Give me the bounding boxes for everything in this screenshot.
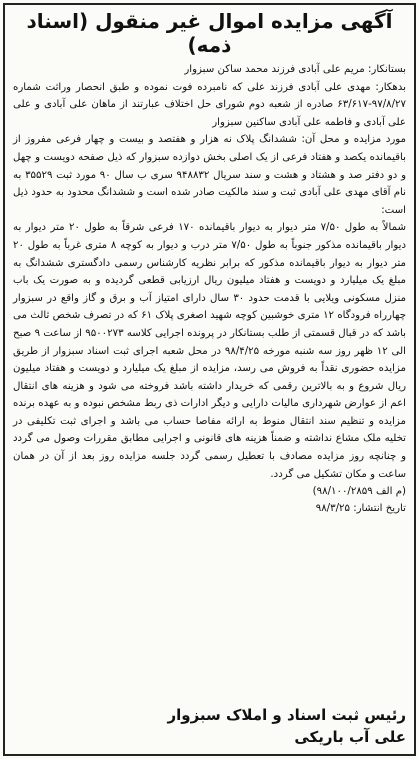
publish-date: تاریخ انتشار: ۹۸/۳/۲۵ bbox=[315, 503, 406, 515]
notice-code: (م الف ۹۸/۱۰۰/۲۸۵۹) bbox=[312, 486, 406, 498]
creditor-paragraph: بستانکار: مریم علی آبادی فرزند محمد ساکن سبزوار bbox=[184, 64, 406, 75]
property-paragraph: مورد مزایده و محل آن: ششدانگ پلاک نه هزار و هفتصد و بیست و چهار فرعی مفروز از باقیمانده یکصد و هفتاد فرعی از یک اصلی بخش دوازده سبزوار که ذیل صفحه دویست و چهل و دو دفتر صد و هشتاد و هشت و سند سریال ۹۴۸۸۳۲ سری ب سال ۹۰ مورد ثبت ۳۵۵۲۹ به نام آقای مهدی علی آبادی ثبت و سند مالکیت صادر شده است و ششدانگ محدود به حدود ذیل است: bbox=[13, 134, 407, 216]
signature-block bbox=[168, 704, 407, 748]
notice-title: آگهی مزایده اموال غیر منقول (اسناد ذمه) bbox=[26, 9, 393, 57]
signature-title: رئیس ثبت اسناد و املاک سبزوار bbox=[167, 706, 406, 724]
notice-body bbox=[5, 5, 414, 517]
boundaries-paragraph: شمالاً به طول ۷/۵۰ متر دیوار به دیوار باقیمانده ۱۷۰ فرعی شرقاً به طول ۲۰ متر دیوار به دیوار باقیمانده مذکور جنوباً به طول ۷/۵۰ متر درب و دیوار به کوچه ۸ متری غرباً به طول ۲۰ متر دیوار به دیوار باقیمانده مذکور که برابر نظریه کارشناس رسمی دادگستری ششدانگ به مبلغ یک میلیارد و دویست و هفتاد میلیون ریال ارزیابی قطعی گردیده و به صورت یک باب منزل مسکونی ویلایی با قدمت حدود ۳۰ سال دارای امتیاز آب و برق و گاز واقع در سبزوار چهارراه فرودگاه ۱۲ متری خوشبین کوچه شهید اصغری پلاک ۶۱ که در تصرف شخص ثالث می باشد که در قبال قسمتی از طلب بستانکار در پرونده اجرایی کلاسه ۹۵۰۰۲۷۳ از ساعت ۹ صبح الی ۱۲ ظهر روز سه شنبه مورخه ۹۸/۴/۲۵ در محل شعبه اجرای ثبت اسناد سبزوار از طریق مزایده حضوری نقداً به فروش می رسد، مزایده از مبلغ یک میلیارد و دویست و هفتاد میلیون ریال شروع و به بالاترین رقمی که خریدار داشته باشد فروخته می شود و هزینه های انتقال اعم از عوارض شهرداری مالیات دارایی و دیگر ادارات ذی ربط مشخص نبوده و به عهده برنده مزایده و تنظیم سند انتقال منوط به ارائه مفاصا حساب می باشد و اجرای ثبت تکلیفی در تخلیه ملک مشاع نداشته و ضمناً هزینه های قانونی و اجرایی مطابق مقررات وصول می گردد و چنانچه روز مزایده مصادف با تعطیل رسمی گردد جلسه مزایده روز بعد از آن در همان ساعت و مکان تشکیل می گردد. bbox=[13, 222, 407, 480]
notice-frame bbox=[3, 3, 416, 756]
signature-name: علی آب باریکی bbox=[294, 728, 406, 746]
debtor-paragraph: بدهکار: مهدی علی آبادی فرزند علی که نامبرده فوت نموده و طبق انحصار وراثت شماره ۹۷/۸/۲۷-۶۳/۶۱۷ صادره از شعبه دوم شورای حل اختلاف عبارتند از ماهان علی آبادی و علی علی آبادی و فاطمه علی آبادی ساکنین سبزوار bbox=[13, 81, 406, 128]
